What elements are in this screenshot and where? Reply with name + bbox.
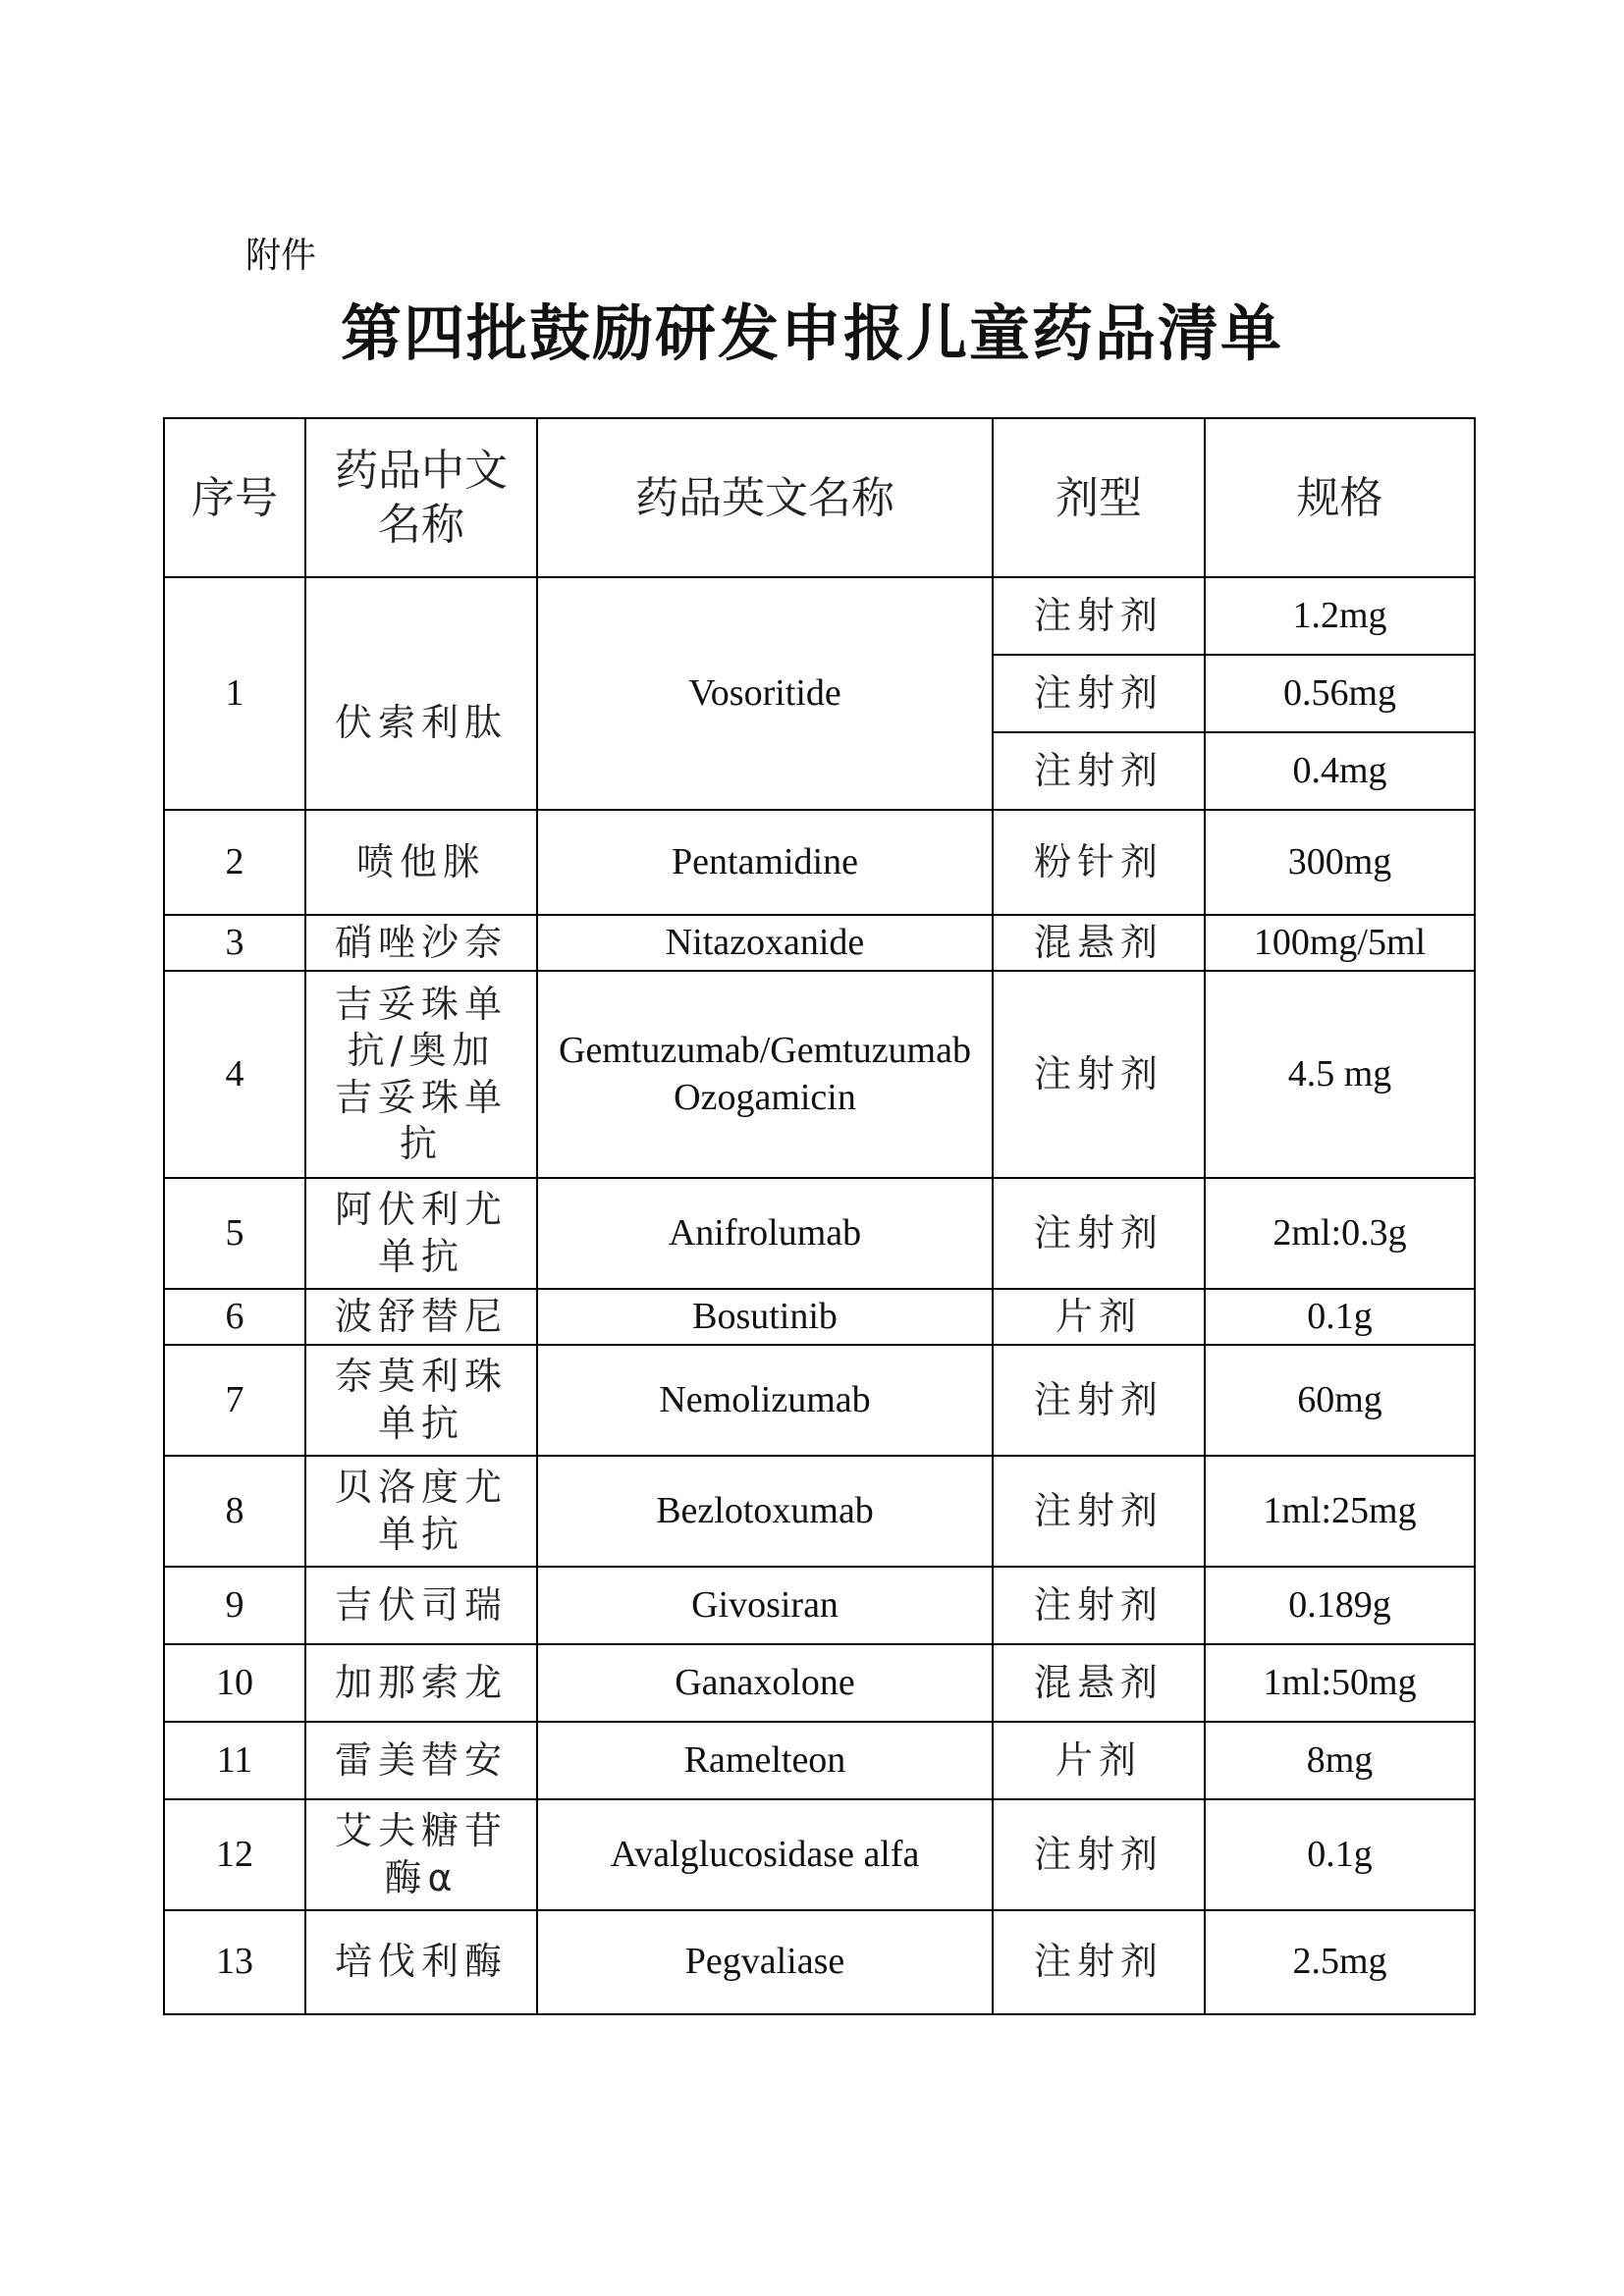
table-row bbox=[164, 1799, 1475, 1910]
table-row bbox=[164, 1456, 1475, 1567]
attachment-label: 附件 bbox=[245, 236, 317, 276]
table-row bbox=[164, 810, 1475, 915]
row-number: 13 bbox=[164, 1910, 305, 2014]
spec-cell: 0.4mg bbox=[1205, 732, 1475, 810]
document-title: 第四批鼓励研发申报儿童药品清单 bbox=[340, 297, 1283, 369]
form-cell: 注射剂 bbox=[993, 1799, 1205, 1910]
spec-cell: 1.2mg bbox=[1205, 577, 1475, 655]
form-cell: 注射剂 bbox=[993, 1345, 1205, 1456]
row-number: 3 bbox=[164, 915, 305, 971]
row-number: 4 bbox=[164, 971, 305, 1178]
en-name-cell: Avalglucosidase alfa bbox=[537, 1799, 993, 1910]
spec-cell: 8mg bbox=[1205, 1722, 1475, 1799]
drug-list-table bbox=[163, 417, 1476, 2015]
cn-name-cell: 艾夫糖苷酶α bbox=[305, 1799, 537, 1910]
table-row bbox=[164, 971, 1475, 1178]
en-name-cell: Ganaxolone bbox=[537, 1644, 993, 1722]
cn-name-cell: 喷他脒 bbox=[305, 810, 537, 915]
row-number: 9 bbox=[164, 1567, 305, 1644]
cn-name-cell: 奈莫利珠单抗 bbox=[305, 1345, 537, 1456]
header-form: 剂型 bbox=[993, 418, 1205, 577]
form-cell: 混悬剂 bbox=[993, 1644, 1205, 1722]
en-name-cell: Pentamidine bbox=[537, 810, 993, 915]
form-cell: 片剂 bbox=[993, 1722, 1205, 1799]
spec-cell: 1ml:25mg bbox=[1205, 1456, 1475, 1567]
table-row bbox=[164, 1722, 1475, 1799]
cn-name-cell: 加那索龙 bbox=[305, 1644, 537, 1722]
table-row bbox=[164, 915, 1475, 971]
table-row bbox=[164, 1289, 1475, 1345]
table-header-row bbox=[164, 418, 1475, 577]
spec-cell: 1ml:50mg bbox=[1205, 1644, 1475, 1722]
en-name-cell: Nitazoxanide bbox=[537, 915, 993, 971]
row-number: 5 bbox=[164, 1178, 305, 1289]
en-name-cell: Bezlotoxumab bbox=[537, 1456, 993, 1567]
header-spec: 规格 bbox=[1205, 418, 1475, 577]
cn-name-cell: 硝唑沙奈 bbox=[305, 915, 537, 971]
table-row bbox=[164, 577, 1475, 655]
spec-cell: 300mg bbox=[1205, 810, 1475, 915]
spec-cell: 2ml:0.3g bbox=[1205, 1178, 1475, 1289]
header-no: 序号 bbox=[164, 418, 305, 577]
spec-cell: 60mg bbox=[1205, 1345, 1475, 1456]
form-cell: 注射剂 bbox=[993, 655, 1205, 732]
spec-cell: 100mg/5ml bbox=[1205, 915, 1475, 971]
cn-name-cell: 吉妥珠单抗/奥加吉妥珠单抗 bbox=[305, 971, 537, 1178]
row-number: 10 bbox=[164, 1644, 305, 1722]
form-cell: 注射剂 bbox=[993, 1567, 1205, 1644]
form-cell: 注射剂 bbox=[993, 1456, 1205, 1567]
cn-name-cell: 培伐利酶 bbox=[305, 1910, 537, 2014]
row-number: 6 bbox=[164, 1289, 305, 1345]
spec-cell: 0.1g bbox=[1205, 1799, 1475, 1910]
table-row bbox=[164, 1910, 1475, 2014]
en-name-cell: Pegvaliase bbox=[537, 1910, 993, 2014]
form-cell: 注射剂 bbox=[993, 732, 1205, 810]
row-number: 1 bbox=[164, 577, 305, 810]
cn-name-cell: 吉伏司瑞 bbox=[305, 1567, 537, 1644]
en-name-cell: Vosoritide bbox=[537, 577, 993, 810]
spec-cell: 0.189g bbox=[1205, 1567, 1475, 1644]
header-en-name: 药品英文名称 bbox=[537, 418, 993, 577]
cn-name-cell: 雷美替安 bbox=[305, 1722, 537, 1799]
form-cell: 注射剂 bbox=[993, 971, 1205, 1178]
cn-name-cell: 伏索利肽 bbox=[305, 577, 537, 810]
cn-name-cell: 阿伏利尤单抗 bbox=[305, 1178, 537, 1289]
en-name-cell: Givosiran bbox=[537, 1567, 993, 1644]
form-cell: 注射剂 bbox=[993, 1178, 1205, 1289]
spec-cell: 4.5 mg bbox=[1205, 971, 1475, 1178]
header-cn-name: 药品中文名称 bbox=[305, 418, 537, 577]
row-number: 2 bbox=[164, 810, 305, 915]
spec-cell: 0.1g bbox=[1205, 1289, 1475, 1345]
en-name-cell: Bosutinib bbox=[537, 1289, 993, 1345]
row-number: 12 bbox=[164, 1799, 305, 1910]
cn-name-cell: 波舒替尼 bbox=[305, 1289, 537, 1345]
table-row bbox=[164, 1644, 1475, 1722]
form-cell: 混悬剂 bbox=[993, 915, 1205, 971]
spec-cell: 0.56mg bbox=[1205, 655, 1475, 732]
row-number: 11 bbox=[164, 1722, 305, 1799]
table-row bbox=[164, 1567, 1475, 1644]
form-cell: 粉针剂 bbox=[993, 810, 1205, 915]
table-row bbox=[164, 1178, 1475, 1289]
spec-cell: 2.5mg bbox=[1205, 1910, 1475, 2014]
form-cell: 注射剂 bbox=[993, 577, 1205, 655]
en-name-cell: Gemtuzumab/Gemtuzumab Ozogamicin bbox=[537, 971, 993, 1178]
en-name-cell: Ramelteon bbox=[537, 1722, 993, 1799]
cn-name-cell: 贝洛度尤单抗 bbox=[305, 1456, 537, 1567]
en-name-cell: Anifrolumab bbox=[537, 1178, 993, 1289]
form-cell: 片剂 bbox=[993, 1289, 1205, 1345]
row-number: 8 bbox=[164, 1456, 305, 1567]
en-name-cell: Nemolizumab bbox=[537, 1345, 993, 1456]
table-row bbox=[164, 1345, 1475, 1456]
form-cell: 注射剂 bbox=[993, 1910, 1205, 2014]
row-number: 7 bbox=[164, 1345, 305, 1456]
